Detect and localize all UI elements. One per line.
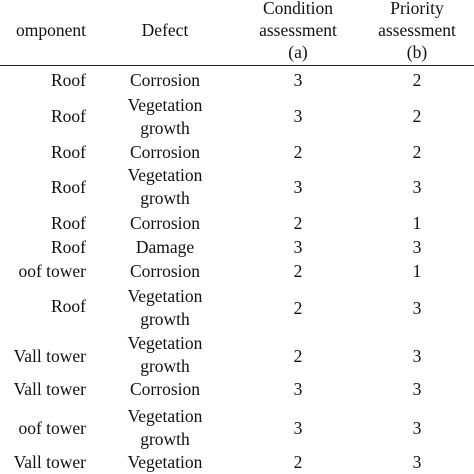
header-condition-line-1: Condition (262, 0, 333, 18)
cell-defect-line: Vegetation (127, 286, 203, 306)
cell-component: oof tower (18, 418, 86, 438)
cell-defect (115, 260, 215, 283)
cell-component: Roof (51, 213, 86, 233)
header-condition-line-2: assessment (259, 20, 337, 40)
cell-component: Roof (51, 296, 86, 316)
cell-condition: 3 (293, 177, 303, 197)
cell-defect-line: Vegetation (127, 452, 203, 472)
cell-defect (115, 164, 215, 210)
cell-defect (115, 332, 215, 378)
cell-defect-line: growth (140, 188, 190, 208)
cell-defect (115, 405, 215, 451)
cell-defect (115, 69, 215, 92)
cell-priority: 3 (412, 418, 422, 438)
cell-priority: 1 (412, 261, 422, 281)
cell-condition: 2 (293, 142, 303, 162)
cell-defect-line: Vegetation (127, 95, 203, 115)
cell-component: Vall tower (13, 379, 86, 399)
cell-defect-line: growth (140, 356, 190, 376)
header-rule (0, 65, 474, 66)
header-priority-line-2: assessment (378, 20, 456, 40)
cell-defect-line: growth (140, 429, 190, 449)
cell-priority: 2 (412, 106, 422, 126)
cell-priority: 3 (412, 177, 422, 197)
cell-defect (115, 141, 215, 164)
cell-condition: 2 (293, 452, 303, 472)
header-priority-assessment (362, 0, 472, 63)
cell-defect-line: Corrosion (130, 379, 200, 399)
cell-component: Roof (51, 70, 86, 90)
cell-priority: 2 (412, 70, 422, 90)
cell-priority: 3 (412, 452, 422, 472)
cell-priority: 3 (412, 379, 422, 399)
header-condition-assessment (243, 0, 353, 63)
header-component: omponent (16, 20, 86, 40)
cell-defect (115, 212, 215, 235)
cell-component: Roof (51, 106, 86, 126)
cell-defect (115, 236, 215, 259)
cell-priority: 1 (412, 213, 422, 233)
cell-defect-line: Corrosion (130, 142, 200, 162)
cell-priority: 3 (412, 298, 422, 318)
cell-defect-line: Vegetation (127, 333, 203, 353)
cell-condition: 3 (293, 106, 303, 126)
cell-defect (115, 451, 215, 474)
cell-defect-line: Corrosion (130, 70, 200, 90)
cell-condition: 2 (293, 261, 303, 281)
cell-priority: 2 (412, 142, 422, 162)
cell-component: oof tower (18, 261, 86, 281)
cell-defect-line: Vegetation (127, 406, 203, 426)
cell-component: Roof (51, 142, 86, 162)
cell-defect-line: Damage (135, 237, 195, 257)
cell-component: Vall tower (13, 346, 86, 366)
cell-priority: 3 (412, 346, 422, 366)
cell-defect-line: growth (140, 309, 190, 329)
cell-condition: 3 (293, 70, 303, 90)
cell-component: Roof (51, 237, 86, 257)
cell-defect (115, 94, 215, 140)
cell-condition: 3 (293, 237, 303, 257)
cell-defect-line: Corrosion (130, 213, 200, 233)
cell-defect-line: Corrosion (130, 261, 200, 281)
header-defect: Defect (141, 20, 189, 40)
cell-defect-line: Vegetation (127, 165, 203, 185)
cell-component: Roof (51, 177, 86, 197)
cell-condition: 2 (293, 346, 303, 366)
header-priority-line-3: (b) (406, 42, 428, 62)
cell-condition: 2 (293, 213, 303, 233)
cell-condition: 3 (293, 418, 303, 438)
cell-defect (115, 378, 215, 401)
cell-component: Vall tower (13, 452, 86, 472)
header-condition-line-3: (a) (288, 42, 308, 62)
cell-defect (115, 285, 215, 331)
cell-condition: 3 (293, 379, 303, 399)
cell-condition: 2 (293, 298, 303, 318)
cell-priority: 3 (412, 237, 422, 257)
header-priority-line-1: Priority (390, 0, 444, 18)
cell-defect-line: growth (140, 118, 190, 138)
